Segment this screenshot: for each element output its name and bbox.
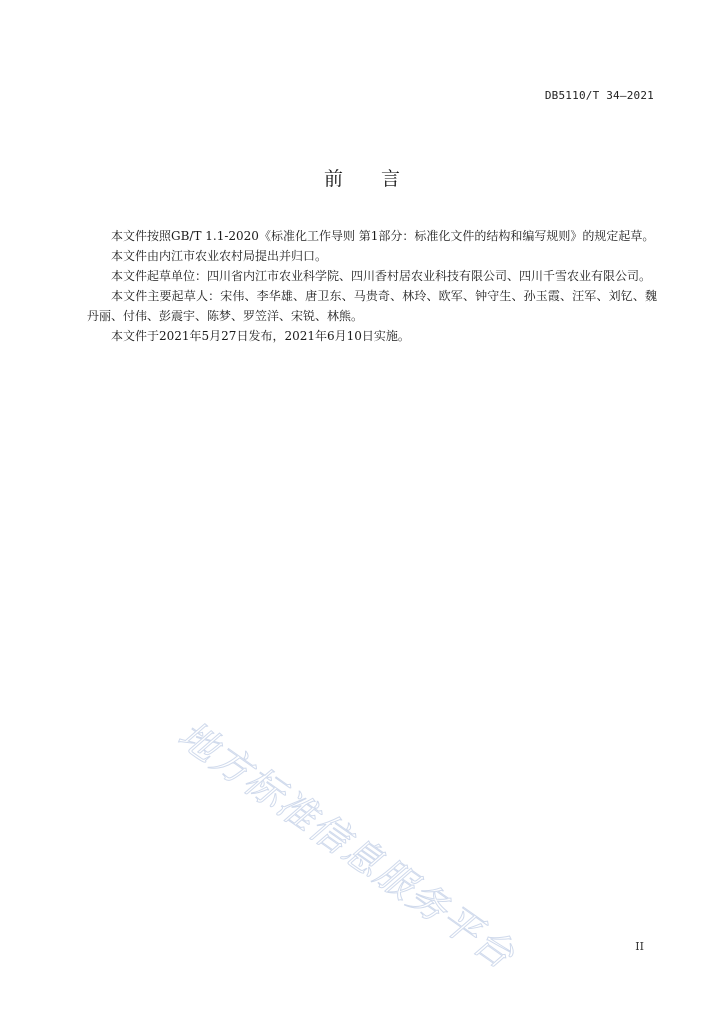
paragraph-drafters: 本文件主要起草人：宋伟、李华雄、唐卫东、马贵奇、林玲、欧军、钟守生、孙玉霞、汪军、刘钇、魏丹丽、付伟、彭震宇、陈梦、罗笠洋、宋锐、林熊。 <box>87 289 657 323</box>
paragraph-release-dates: 本文件于2021年5月27日发布，2021年6月10日实施。 <box>111 329 410 343</box>
page-title: 前言 <box>323 168 438 190</box>
paragraph-drafting-rules: 本文件按照GB/T 1.1-2020《标准化工作导则 第1部分：标准化文件的结构和编写规则》的规定起草。 <box>111 229 655 243</box>
page-number: II <box>635 940 644 953</box>
document-code: DB5110/T 34—2021 <box>544 89 654 102</box>
watermark: 地方标准信息服务平台 <box>170 712 524 978</box>
foreword-body <box>87 226 657 346</box>
paragraph-proposer: 本文件由内江市农业农村局提出并归口。 <box>111 249 328 263</box>
paragraph-drafting-units: 本文件起草单位：四川省内江市农业科学院、四川香村居农业科技有限公司、四川千雪农业有限公司。 <box>111 269 652 283</box>
